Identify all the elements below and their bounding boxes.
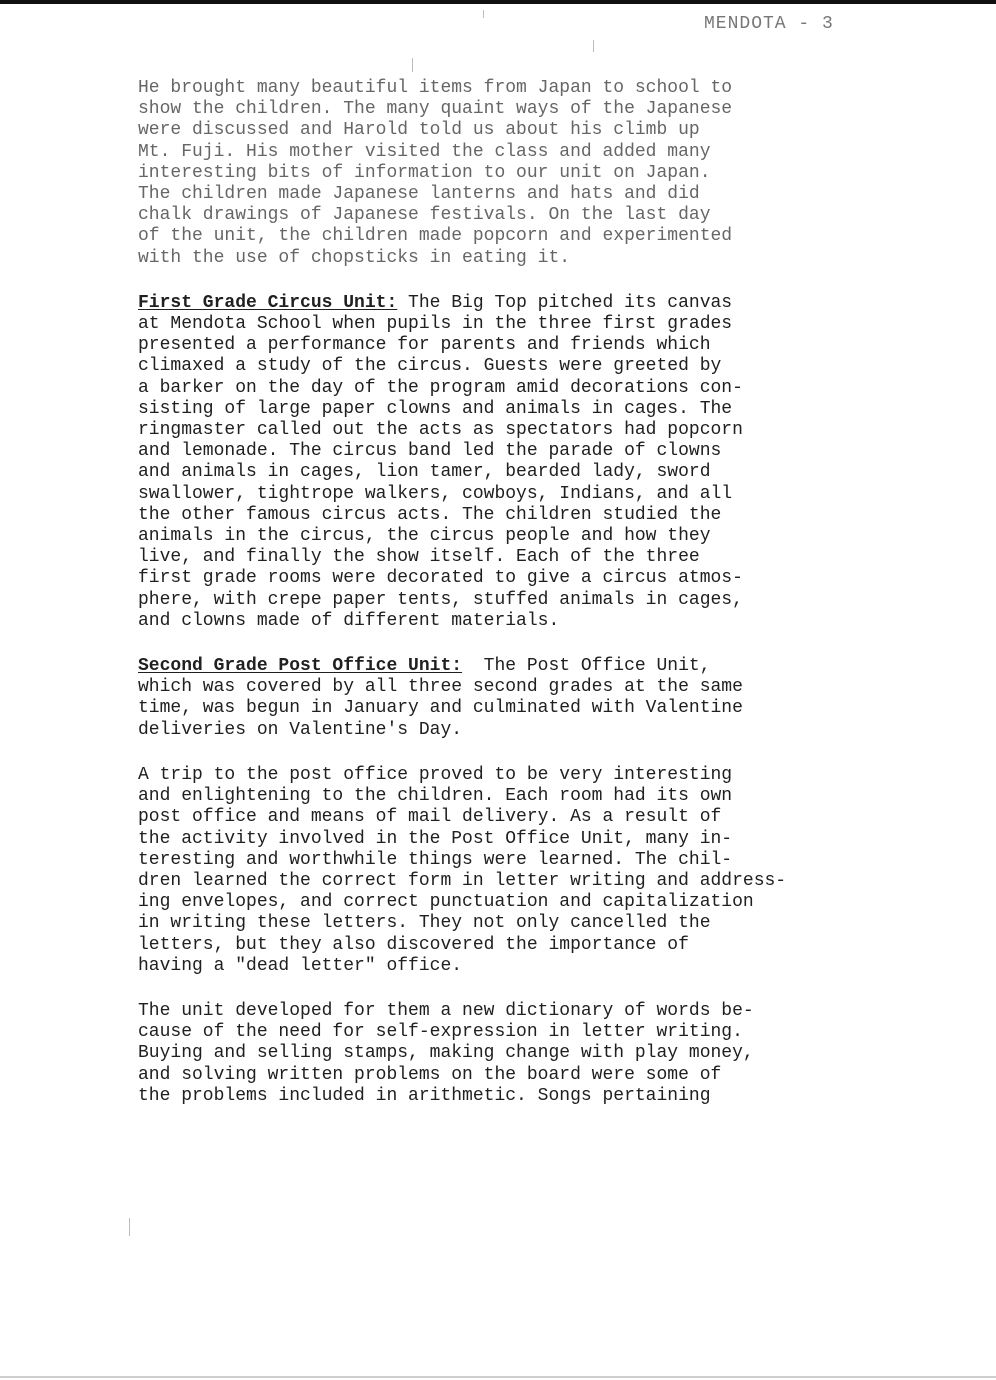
text-line: teresting and worthwhile things were learned. The chil-	[138, 849, 733, 870]
text-line: presented a performance for parents and friends which	[138, 335, 711, 356]
text-line: letters, but they also discovered the importance of	[138, 934, 689, 955]
text-line: show the children. The many quaint ways of the Japanese	[138, 99, 733, 120]
text-line: which was covered by all three second grades at the same	[138, 677, 743, 698]
section-heading-circus: First Grade Circus Unit:	[138, 292, 398, 313]
text-line: and clowns made of different materials.	[138, 610, 560, 631]
text-line: swallower, tightrope walkers, cowboys, Indians, and all	[138, 483, 733, 504]
text-line: live, and finally the show itself. Each of the three	[138, 547, 700, 568]
text-line: and lemonade. The circus band led the parade of clowns	[138, 441, 722, 462]
text-line: The children made Japanese lanterns and hats and did	[138, 184, 700, 205]
text-line: animals in the circus, the circus people and how they	[138, 526, 711, 547]
text-line: and enlightening to the children. Each room had its own	[138, 786, 733, 807]
text-line: Buying and selling stamps, making change with play money,	[138, 1043, 754, 1064]
text-line: with the use of chopsticks in eating it.	[138, 247, 571, 268]
text-line: time, was begun in January and culminated with Valentine	[138, 698, 743, 719]
text-line: cause of the need for self-expression in letter writing.	[138, 1022, 743, 1043]
text-line: and solving written problems on the board were some of	[138, 1064, 722, 1085]
text-line: phere, with crepe paper tents, stuffed animals in cages,	[138, 589, 743, 610]
text-segment: The Big Top pitched its canvas	[397, 292, 733, 313]
text-line	[138, 656, 898, 677]
text-line: the problems included in arithmetic. Songs pertaining	[138, 1085, 711, 1106]
text-line: climaxed a study of the circus. Guests were greeted by	[138, 356, 722, 377]
text-line: and animals in cages, lion tamer, bearded lady, sword	[138, 462, 711, 483]
paragraph-post-office-unit	[138, 656, 898, 741]
text-line: deliveries on Valentine's Day.	[138, 719, 463, 740]
text-line: at Mendota School when pupils in the three first grades	[138, 314, 733, 335]
text-line: He brought many beautiful items from Japan to school to	[138, 78, 733, 98]
text-line: ing envelopes, and correct punctuation and capitalization	[138, 892, 754, 913]
text-line: the other famous circus acts. The children studied the	[138, 504, 722, 525]
paragraph-post-office-trip	[138, 765, 898, 977]
paragraph-unit-vocabulary	[138, 1001, 898, 1107]
bottom-page-edge	[0, 1376, 996, 1378]
document-body	[138, 78, 898, 1131]
text-line: ringmaster called out the acts as spectators had popcorn	[138, 420, 743, 441]
section-heading-post-office: Second Grade Post Office Unit:	[138, 656, 463, 677]
text-line: A trip to the post office proved to be very interesting	[138, 764, 733, 785]
paragraph-japan-unit	[138, 78, 898, 269]
page-header: MENDOTA - 3	[704, 14, 834, 34]
scan-mark	[593, 40, 594, 52]
text-line: were discussed and Harold told us about his climb up	[138, 120, 700, 141]
text-line: having a "dead letter" office.	[138, 955, 463, 976]
text-line: post office and means of mail delivery. As a result of	[138, 807, 722, 828]
text-line: chalk drawings of Japanese festivals. On the last day	[138, 205, 711, 226]
paragraph-circus-unit	[138, 293, 898, 632]
scan-mark	[412, 58, 413, 72]
text-line: in writing these letters. They not only cancelled the	[138, 913, 711, 934]
text-segment: The Post Office Unit,	[462, 656, 711, 677]
text-line: Mt. Fuji. His mother visited the class and added many	[138, 141, 711, 162]
text-line: of the unit, the children made popcorn and experimented	[138, 226, 733, 247]
text-line	[138, 293, 898, 314]
text-line: a barker on the day of the program amid decorations con-	[138, 377, 743, 398]
text-line: sisting of large paper clowns and animals in cages. The	[138, 398, 733, 419]
text-line: interesting bits of information to our unit on Japan.	[138, 162, 711, 183]
text-line: the activity involved in the Post Office Unit, many in-	[138, 828, 733, 849]
text-line: first grade rooms were decorated to give a circus atmos-	[138, 568, 743, 589]
scan-mark	[483, 10, 484, 18]
text-line: The unit developed for them a new dictionary of words be-	[138, 1000, 754, 1021]
scan-mark	[129, 1218, 130, 1236]
text-line: dren learned the correct form in letter writing and address-	[138, 870, 787, 891]
top-page-edge	[0, 0, 996, 4]
